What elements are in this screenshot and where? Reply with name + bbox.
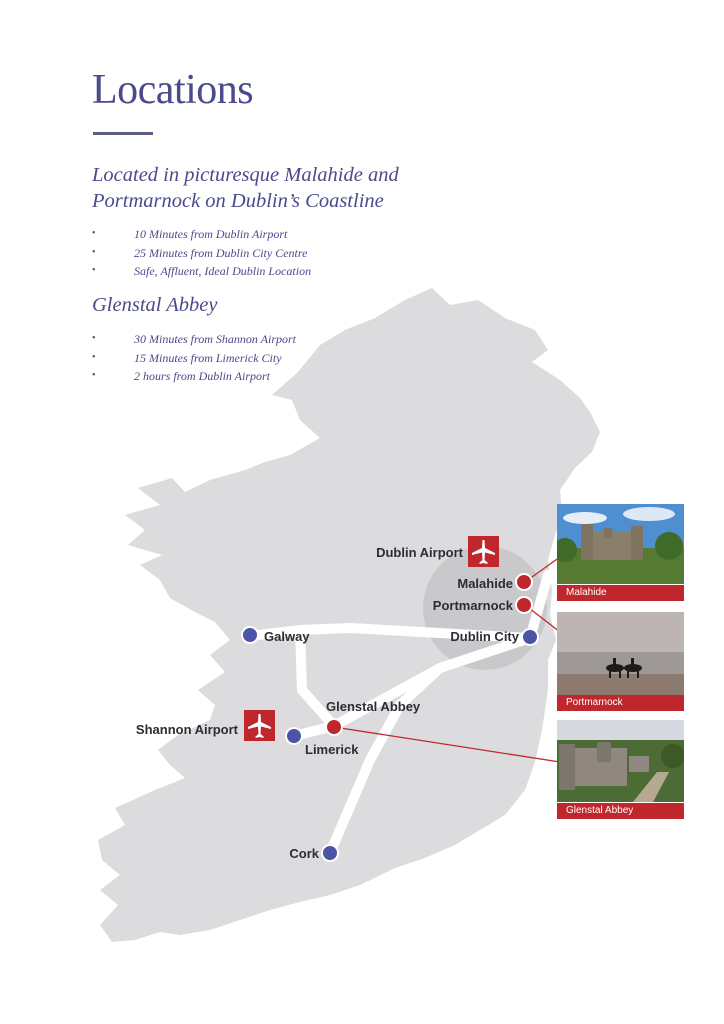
portmarnock-photo [557, 612, 684, 695]
cork-label: Cork [289, 846, 319, 861]
cork-marker-icon [322, 845, 338, 861]
title-divider [93, 132, 153, 135]
list-item: • 15 Minutes from Limerick City [92, 349, 296, 368]
section-heading-coastline-line2: Portmarnock on Dublin’s Coastline [92, 190, 384, 212]
galway-label: Galway [264, 629, 310, 644]
list-item: • Safe, Affluent, Ideal Dublin Location [92, 262, 311, 281]
glenstal-abbey-photo [557, 720, 684, 802]
list-item: • 2 hours from Dublin Airport [92, 367, 296, 386]
portmarnock-label: Portmarnock [432, 598, 513, 613]
dublin-airport-icon [468, 536, 499, 567]
limerick-marker-icon [286, 728, 302, 744]
dublin-city-marker-icon [522, 629, 538, 645]
portmarnock-marker-icon [516, 597, 532, 613]
malahide-caption: Malahide [557, 585, 684, 601]
coastline-bullets [92, 225, 311, 281]
list-item: • 10 Minutes from Dublin Airport [92, 225, 311, 244]
malahide-marker-icon [516, 574, 532, 590]
page-title: Locations [92, 67, 254, 113]
shannon-airport-label: Shannon Airport [135, 722, 238, 737]
malahide-photo [557, 504, 684, 584]
list-item: • 30 Minutes from Shannon Airport [92, 330, 296, 349]
glenstal-abbey-caption: Glenstal Abbey [557, 803, 684, 819]
shannon-airport-icon [244, 710, 275, 741]
portmarnock-caption: Portmarnock [557, 695, 684, 711]
list-item: • 25 Minutes from Dublin City Centre [92, 244, 311, 263]
section-heading-coastline-line1: Located in picturesque Malahide and [92, 164, 399, 186]
dublin-airport-label: Dublin Airport [376, 545, 463, 560]
glenstal-bullets [92, 330, 296, 386]
section-heading-glenstal: Glenstal Abbey [92, 294, 218, 316]
section-heading-coastline [92, 162, 399, 214]
malahide-label: Malahide [457, 576, 513, 591]
glenstal-abbey-marker-icon [326, 719, 342, 735]
galway-marker-icon [242, 627, 258, 643]
limerick-label: Limerick [305, 742, 359, 757]
dublin-city-label: Dublin City [450, 629, 519, 644]
glenstal-abbey-label: Glenstal Abbey [326, 699, 421, 714]
